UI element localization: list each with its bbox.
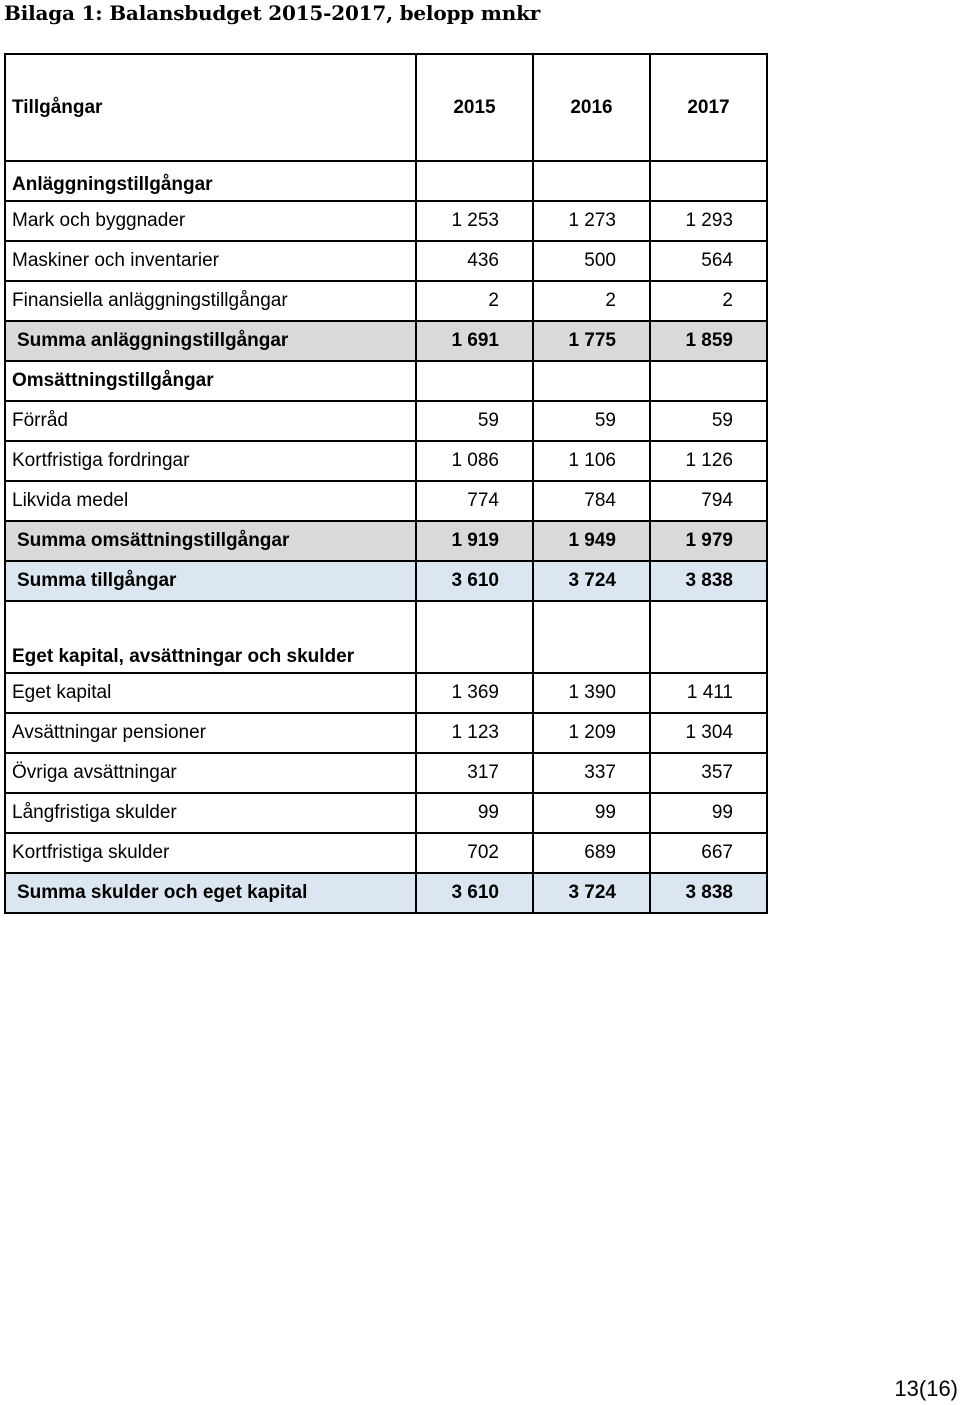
section-heading: Omsättningstillgångar [5, 361, 416, 401]
table-row [5, 713, 767, 753]
table-row [5, 481, 767, 521]
section-heading-row [5, 601, 767, 673]
row-label: Finansiella anläggningstillgångar [5, 281, 416, 321]
year-header: 2017 [650, 54, 767, 161]
row-label: Avsättningar pensioner [5, 713, 416, 753]
value-2016: 3 724 [533, 873, 650, 913]
value-2016: 2 [533, 281, 650, 321]
value-2016: 784 [533, 481, 650, 521]
row-label: Eget kapital [5, 673, 416, 713]
row-label: Summa omsättningstillgångar [5, 521, 416, 561]
table-row [5, 241, 767, 281]
row-label: Summa tillgångar [5, 561, 416, 601]
table-row [5, 753, 767, 793]
balance-budget-table [4, 53, 768, 914]
row-label: Långfristiga skulder [5, 793, 416, 833]
row-label: Kortfristiga skulder [5, 833, 416, 873]
value-2015: 3 610 [416, 873, 533, 913]
value-2015: 1 919 [416, 521, 533, 561]
row-label: Förråd [5, 401, 416, 441]
value-2017: 1 304 [650, 713, 767, 753]
section-heading-row [5, 161, 767, 201]
value-2017: 1 411 [650, 673, 767, 713]
table-row [5, 833, 767, 873]
section-heading-row [5, 361, 767, 401]
value-2016: 1 273 [533, 201, 650, 241]
value-2015: 436 [416, 241, 533, 281]
value-2015: 1 369 [416, 673, 533, 713]
row-label: Kortfristiga fordringar [5, 441, 416, 481]
value-2015: 317 [416, 753, 533, 793]
value-2016: 1 106 [533, 441, 650, 481]
value-2017: 667 [650, 833, 767, 873]
value-2017: 794 [650, 481, 767, 521]
value-2017: 2 [650, 281, 767, 321]
value-2016: 1 949 [533, 521, 650, 561]
row-label: Mark och byggnader [5, 201, 416, 241]
value-2015: 3 610 [416, 561, 533, 601]
value-2015: 99 [416, 793, 533, 833]
table-row [5, 793, 767, 833]
value-2017: 3 838 [650, 873, 767, 913]
value-2017: 99 [650, 793, 767, 833]
value-2015: 774 [416, 481, 533, 521]
value-2016: 1 390 [533, 673, 650, 713]
row-label: Summa skulder och eget kapital [5, 873, 416, 913]
table-row [5, 673, 767, 713]
row-label: Maskiner och inventarier [5, 241, 416, 281]
value-2016: 337 [533, 753, 650, 793]
page-title: Bilaga 1: Balansbudget 2015-2017, belopp mnkr [4, 1, 541, 25]
value-2016: 689 [533, 833, 650, 873]
value-2016: 3 724 [533, 561, 650, 601]
value-2015: 1 086 [416, 441, 533, 481]
value-2015: 1 123 [416, 713, 533, 753]
table-row [5, 401, 767, 441]
value-2015: 702 [416, 833, 533, 873]
value-2015: 1 691 [416, 321, 533, 361]
table-row [5, 441, 767, 481]
subtotal-row [5, 321, 767, 361]
value-2017: 1 979 [650, 521, 767, 561]
value-2015: 59 [416, 401, 533, 441]
row-label: Likvida medel [5, 481, 416, 521]
header-label: Tillgångar [5, 54, 416, 161]
table-header-row [5, 54, 767, 161]
subtotal-row [5, 521, 767, 561]
value-2016: 59 [533, 401, 650, 441]
table-row [5, 201, 767, 241]
total-row [5, 873, 767, 913]
row-label: Summa anläggningstillgångar [5, 321, 416, 361]
value-2017: 1 859 [650, 321, 767, 361]
value-2016: 99 [533, 793, 650, 833]
value-2017: 1 126 [650, 441, 767, 481]
value-2017: 357 [650, 753, 767, 793]
value-2015: 1 253 [416, 201, 533, 241]
value-2017: 564 [650, 241, 767, 281]
year-header: 2015 [416, 54, 533, 161]
value-2015: 2 [416, 281, 533, 321]
value-2017: 3 838 [650, 561, 767, 601]
value-2016: 500 [533, 241, 650, 281]
page-number: 13(16) [894, 1376, 958, 1401]
section-heading: Eget kapital, avsättningar och skulder [5, 601, 416, 673]
value-2016: 1 209 [533, 713, 650, 753]
row-label: Övriga avsättningar [5, 753, 416, 793]
year-header: 2016 [533, 54, 650, 161]
section-heading: Anläggningstillgångar [5, 161, 416, 201]
table-row [5, 281, 767, 321]
value-2017: 59 [650, 401, 767, 441]
total-row [5, 561, 767, 601]
value-2017: 1 293 [650, 201, 767, 241]
value-2016: 1 775 [533, 321, 650, 361]
